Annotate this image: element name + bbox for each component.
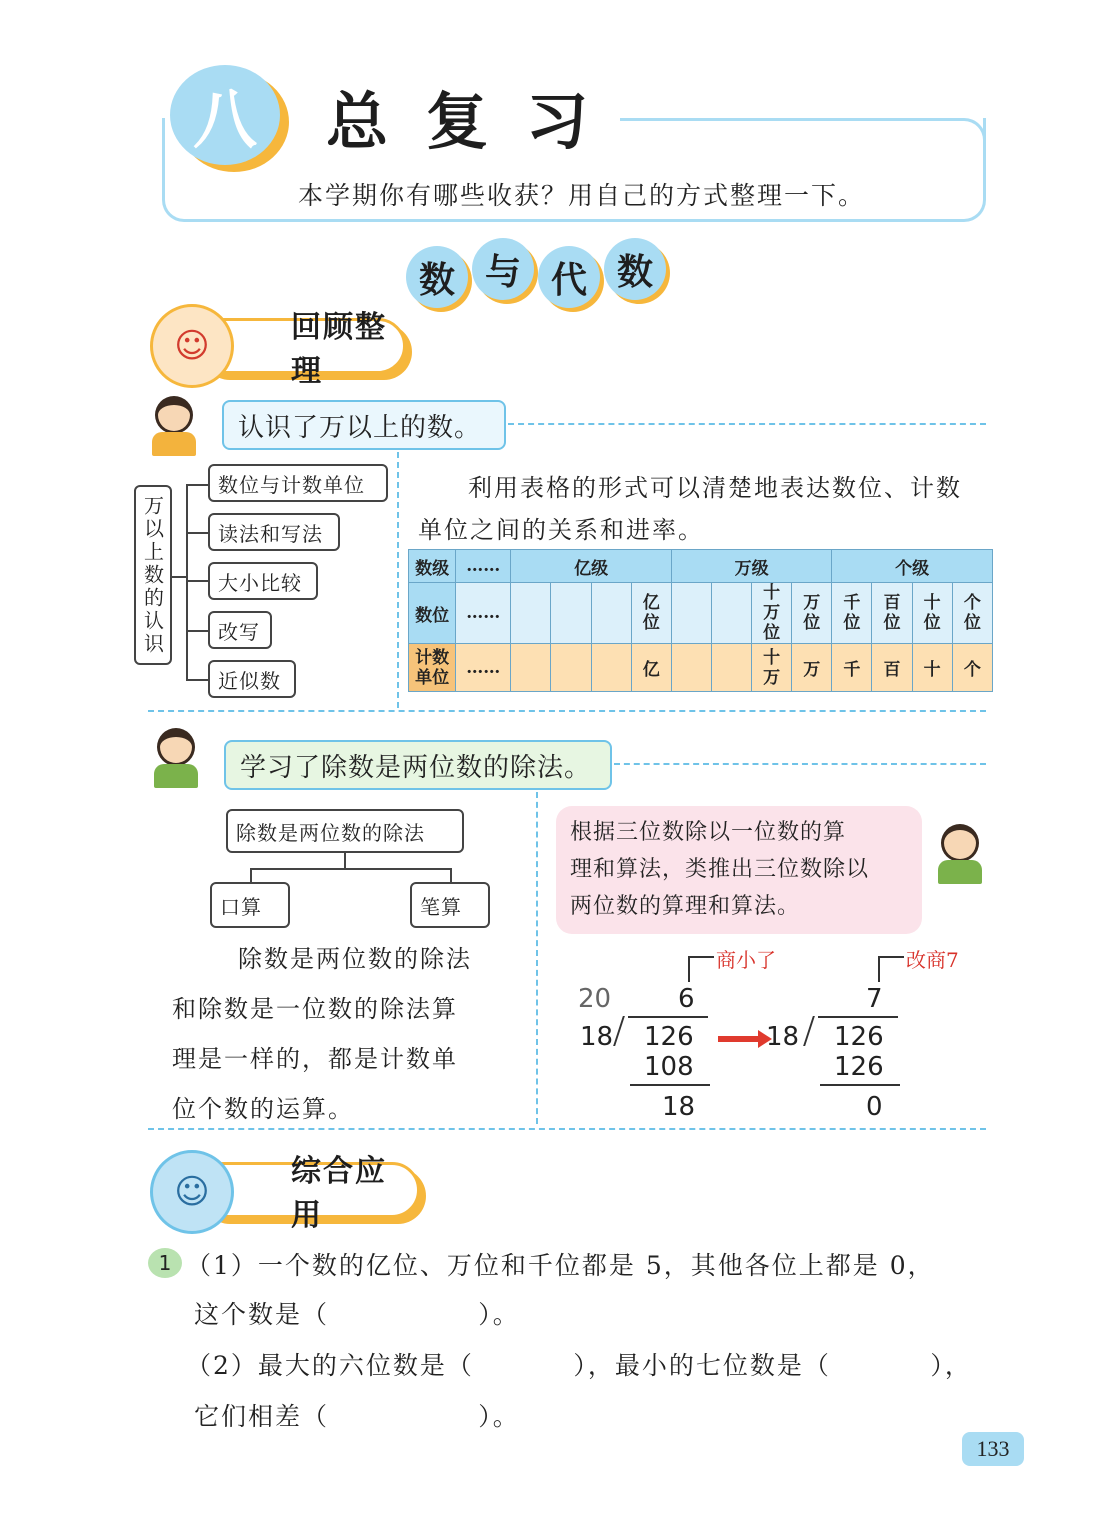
section-banner xyxy=(406,238,666,308)
banner-char: 与 xyxy=(472,238,534,300)
table-cell: 个级 xyxy=(832,550,993,583)
mindmap-branch: 读法和写法 xyxy=(208,513,340,551)
paragraph-line: 理是一样的，都是计数单 xyxy=(172,1045,458,1073)
girl-figure-icon xyxy=(150,728,202,788)
apply-label: 综合应用 xyxy=(196,1162,420,1218)
annotation-quotient-small: 商小了 xyxy=(716,948,776,972)
dashed-divider xyxy=(536,792,538,1124)
bubble-line: 理和算法，类推出三位数除以 xyxy=(570,857,870,882)
dashed-divider xyxy=(508,423,986,425)
quotient-right: 7 xyxy=(866,984,883,1014)
bubble-line: 两位数的算理和算法。 xyxy=(570,894,801,919)
header-frame-top xyxy=(620,118,986,158)
table-cell: …… xyxy=(456,583,511,644)
remainder-left: 18 xyxy=(662,1092,696,1122)
paragraph-line: 和除数是一位数的除法算 xyxy=(172,995,458,1023)
table-cell: 个 xyxy=(952,644,992,692)
table-cell: 百 xyxy=(872,644,912,692)
exercise-line: 这个数是（ ）。 xyxy=(194,1300,520,1329)
mindmap-root-division: 除数是两位数的除法 xyxy=(226,809,464,853)
table-cell: 百位 xyxy=(883,593,901,633)
topic-title-division: 学习了除数是两位数的除法。 xyxy=(224,740,612,790)
chapter-title: 总复习 xyxy=(326,85,627,158)
exercise-line: 它们相差（ ）。 xyxy=(194,1402,520,1431)
divisor-left: 18 xyxy=(580,1022,614,1052)
review-label: 回顾整理 xyxy=(196,318,406,374)
paragraph-line: 位个数的运算。 xyxy=(172,1095,354,1123)
table-cell: 亿 xyxy=(631,644,671,692)
chapter-number-badge: 八 xyxy=(170,65,280,165)
book-mascot-icon: ☺ xyxy=(150,1150,234,1234)
banner-char: 数 xyxy=(604,238,666,300)
paragraph-line: 利用表格的形式可以清楚地表达数位、计数 xyxy=(468,474,962,502)
table-header-cell: 计数单位 xyxy=(415,647,450,688)
estimate-value: 20 xyxy=(578,984,612,1014)
dashed-divider xyxy=(397,452,399,708)
table-cell: 亿位 xyxy=(642,593,660,633)
table-cell: 十万位 xyxy=(763,583,781,643)
table-cell: 十万 xyxy=(763,647,781,688)
table-cell: 千 xyxy=(832,644,872,692)
mindmap-branch: 大小比较 xyxy=(208,562,318,600)
boy-figure-icon xyxy=(934,824,986,884)
table-cell: 万级 xyxy=(671,550,832,583)
paragraph-line: 单位之间的关系和进率。 xyxy=(418,516,704,544)
mindmap-branch: 改写 xyxy=(208,611,272,649)
annotation-change-quotient: 改商7 xyxy=(906,948,959,972)
paragraph-line: 除数是两位数的除法 xyxy=(238,945,472,973)
exercise-line: （2）最大的六位数是（ ），最小的七位数是（ ）， xyxy=(186,1351,972,1380)
table-cell: 万位 xyxy=(803,593,821,633)
page-number: 133 xyxy=(962,1432,1024,1466)
alarm-clock-mascot-icon: ☺ xyxy=(150,304,234,388)
dashed-divider xyxy=(148,1128,986,1130)
chapter-subtitle: 本学期你有哪些收获？用自己的方式整理一下。 xyxy=(298,181,866,210)
product-left: 108 xyxy=(644,1052,694,1082)
quotient-left: 6 xyxy=(678,984,695,1014)
exercise-number-badge: 1 xyxy=(148,1248,182,1278)
speech-bubble xyxy=(556,806,922,934)
table-header-cell: 数位 xyxy=(409,583,456,644)
table-header-cell: 数级 xyxy=(409,550,456,583)
exercise-line: （1）一个数的亿位、万位和千位都是 5，其他各位上都是 0， xyxy=(186,1251,935,1280)
mindmap-branch: 笔算 xyxy=(410,882,490,928)
table-cell: …… xyxy=(456,550,511,583)
table-cell: 万 xyxy=(792,644,832,692)
table-cell: 亿级 xyxy=(511,550,672,583)
mindmap-branch: 数位与计数单位 xyxy=(208,464,388,502)
table-cell: …… xyxy=(456,644,511,692)
dashed-divider xyxy=(148,710,986,712)
table-cell: 十位 xyxy=(923,593,941,633)
table-cell: 个位 xyxy=(963,593,981,633)
divisor-right: 18 xyxy=(766,1022,800,1052)
banner-char: 数 xyxy=(406,246,468,308)
girl-figure-icon xyxy=(148,396,200,456)
dividend-right: 126 xyxy=(834,1022,884,1052)
mindmap-root-large-numbers: 万以上数的认识 xyxy=(134,485,172,665)
bubble-line: 根据三位数除以一位数的算 xyxy=(570,820,847,845)
dashed-divider xyxy=(614,763,986,765)
banner-char: 代 xyxy=(538,246,600,308)
remainder-right: 0 xyxy=(866,1092,883,1122)
mindmap-branch: 口算 xyxy=(210,882,290,928)
mindmap-branch: 近似数 xyxy=(208,660,296,698)
table-cell: 十 xyxy=(912,644,952,692)
place-value-table xyxy=(408,549,993,692)
table-cell: 千位 xyxy=(843,593,861,633)
topic-title-large-numbers: 认识了万以上的数。 xyxy=(222,400,506,450)
product-right: 126 xyxy=(834,1052,884,1082)
arrow-icon xyxy=(718,1036,760,1042)
dividend-left: 126 xyxy=(644,1022,694,1052)
